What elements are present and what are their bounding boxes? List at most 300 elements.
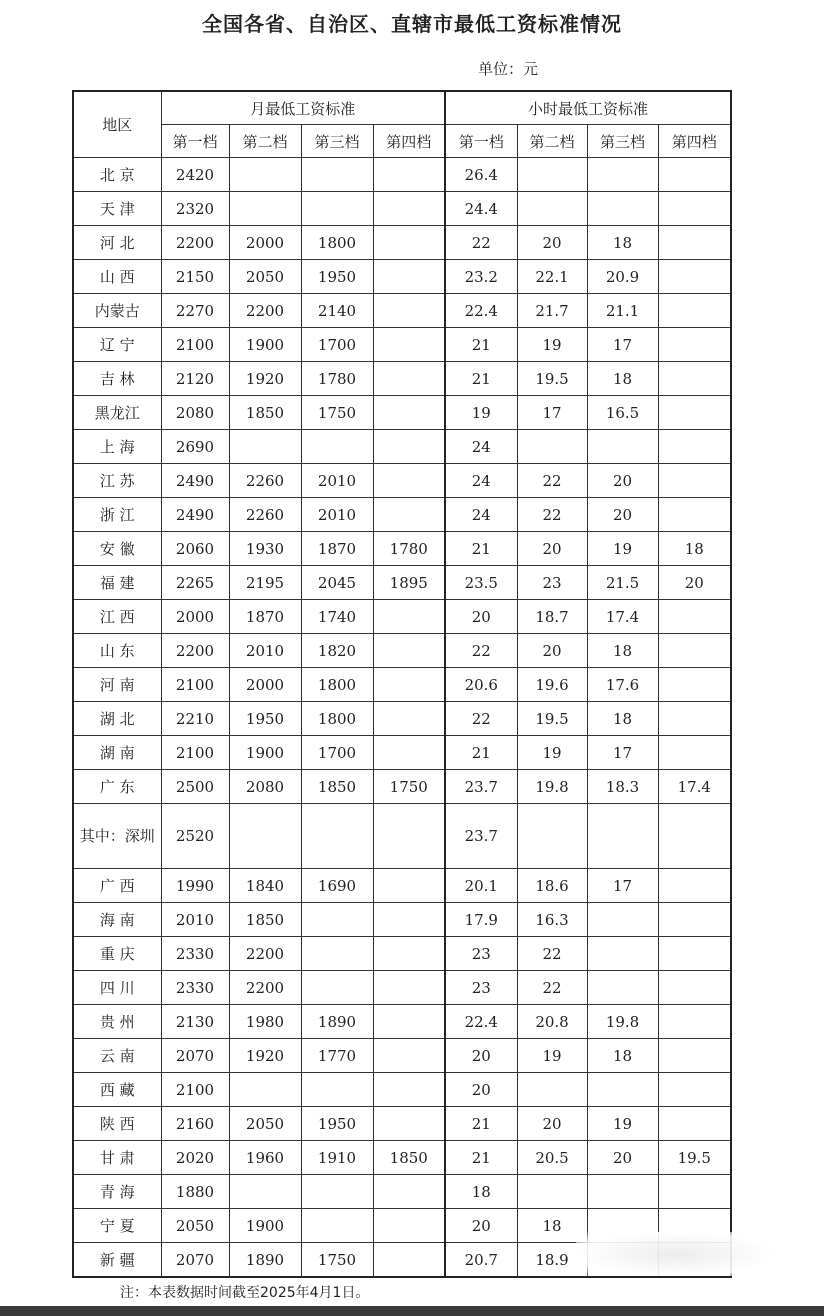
hourly-tier-2-cell: 18.7: [517, 600, 587, 634]
monthly-tier-1-cell: 2160: [161, 1107, 229, 1141]
hourly-tier-4-cell: [658, 362, 731, 396]
monthly-tier-2-cell: 2000: [229, 226, 301, 260]
monthly-tier-4-cell: [373, 1107, 445, 1141]
monthly-tier-2-cell: 1900: [229, 1209, 301, 1243]
hourly-tier-2-cell: 22: [517, 464, 587, 498]
hourly-tier-3-cell: 20: [587, 464, 658, 498]
monthly-tier-2-cell: 2260: [229, 498, 301, 532]
table-row: [73, 869, 731, 903]
hourly-tier-2-cell: 19: [517, 328, 587, 362]
hourly-tier-3-cell: 19: [587, 1107, 658, 1141]
table-row: [73, 770, 731, 804]
hourly-tier-1-cell: 23: [445, 937, 517, 971]
hourly-tier-1-cell: 23: [445, 971, 517, 1005]
hourly-tier-2-cell: 18.9: [517, 1243, 587, 1278]
region-cell: 其中：深圳: [73, 804, 161, 869]
monthly-tier-1-cell: 2200: [161, 634, 229, 668]
table-header-row-1: [73, 91, 731, 125]
monthly-tier-4-cell: [373, 1005, 445, 1039]
table-row: [73, 903, 731, 937]
monthly-tier-3-cell: 2045: [301, 566, 373, 600]
hourly-tier-4-cell: [658, 903, 731, 937]
region-cell: 湖 北: [73, 702, 161, 736]
monthly-tier-4-cell: [373, 600, 445, 634]
hourly-tier-2-cell: 17: [517, 396, 587, 430]
hourly-tier-4-cell: [658, 158, 731, 192]
monthly-tier-2-cell: 1950: [229, 702, 301, 736]
hourly-tier-4-cell: 17.4: [658, 770, 731, 804]
region-cell: 上 海: [73, 430, 161, 464]
table-row: [73, 600, 731, 634]
monthly-tier-3-cell: [301, 804, 373, 869]
monthly-tier-1-cell: 2100: [161, 668, 229, 702]
region-cell: 西 藏: [73, 1073, 161, 1107]
monthly-tier-4-cell: [373, 971, 445, 1005]
monthly-tier-4-cell: [373, 1175, 445, 1209]
monthly-tier-2-cell: 1850: [229, 396, 301, 430]
region-cell: 湖 南: [73, 736, 161, 770]
hourly-tier-2-cell: 22.1: [517, 260, 587, 294]
region-cell: 福 建: [73, 566, 161, 600]
hourly-tier-2-cell: 18.6: [517, 869, 587, 903]
hourly-tier-1-cell: 21: [445, 362, 517, 396]
hourly-tier-1-cell: 21: [445, 328, 517, 362]
hourly-tier-2-cell: 20: [517, 226, 587, 260]
hourly-tier-4-cell: [658, 226, 731, 260]
minimum-wage-table: [72, 90, 732, 1278]
region-cell: 北 京: [73, 158, 161, 192]
monthly-tier-2-cell: 2080: [229, 770, 301, 804]
monthly-tier-2-header: 第二档: [229, 125, 301, 158]
hourly-tier-1-cell: 21: [445, 1107, 517, 1141]
monthly-tier-1-cell: 2150: [161, 260, 229, 294]
monthly-tier-3-cell: [301, 903, 373, 937]
monthly-tier-3-cell: [301, 1073, 373, 1107]
hourly-tier-1-cell: 20.6: [445, 668, 517, 702]
hourly-tier-3-cell: [587, 804, 658, 869]
hourly-tier-1-cell: 22: [445, 702, 517, 736]
hourly-tier-3-cell: 18.3: [587, 770, 658, 804]
monthly-tier-1-cell: 2330: [161, 937, 229, 971]
monthly-tier-4-cell: [373, 430, 445, 464]
monthly-tier-1-header: 第一档: [161, 125, 229, 158]
monthly-tier-3-header: 第三档: [301, 125, 373, 158]
monthly-tier-3-cell: 1750: [301, 1243, 373, 1278]
hourly-tier-1-cell: 20: [445, 600, 517, 634]
region-header: 地区: [73, 91, 161, 158]
table-row: [73, 1039, 731, 1073]
table-row: [73, 804, 731, 869]
monthly-tier-3-cell: 1950: [301, 260, 373, 294]
hourly-tier-3-cell: 17: [587, 736, 658, 770]
hourly-tier-2-cell: [517, 1175, 587, 1209]
hourly-tier-2-cell: 19.8: [517, 770, 587, 804]
monthly-tier-2-cell: [229, 430, 301, 464]
hourly-tier-3-cell: [587, 937, 658, 971]
region-cell: 安 徽: [73, 532, 161, 566]
table-row: [73, 464, 731, 498]
table-row: [73, 226, 731, 260]
hourly-tier-1-cell: 23.5: [445, 566, 517, 600]
hourly-tier-3-cell: [587, 158, 658, 192]
region-cell: 宁 夏: [73, 1209, 161, 1243]
region-cell: 天 津: [73, 192, 161, 226]
hourly-tier-2-cell: 20.8: [517, 1005, 587, 1039]
table-row: [73, 498, 731, 532]
hourly-tier-1-cell: 21: [445, 532, 517, 566]
hourly-tier-1-cell: 20: [445, 1039, 517, 1073]
hourly-tier-3-cell: 17: [587, 869, 658, 903]
monthly-tier-1-cell: 2120: [161, 362, 229, 396]
table-row: [73, 396, 731, 430]
hourly-tier-1-cell: 17.9: [445, 903, 517, 937]
hourly-tier-2-cell: 19.6: [517, 668, 587, 702]
monthly-tier-4-cell: [373, 1039, 445, 1073]
table-row: [73, 668, 731, 702]
hourly-tier-3-cell: [587, 971, 658, 1005]
monthly-tier-4-cell: [373, 1073, 445, 1107]
hourly-tier-2-cell: 20.5: [517, 1141, 587, 1175]
table-row: [73, 362, 731, 396]
hourly-tier-3-cell: 17.4: [587, 600, 658, 634]
hourly-tier-2-cell: [517, 192, 587, 226]
hourly-tier-3-header: 第三档: [587, 125, 658, 158]
monthly-tier-4-cell: [373, 634, 445, 668]
hourly-tier-3-cell: 17.6: [587, 668, 658, 702]
table-row: [73, 1175, 731, 1209]
monthly-tier-1-cell: 2330: [161, 971, 229, 1005]
hourly-tier-4-cell: [658, 430, 731, 464]
hourly-tier-1-cell: 26.4: [445, 158, 517, 192]
hourly-tier-3-cell: 20: [587, 498, 658, 532]
hourly-tier-4-cell: [658, 971, 731, 1005]
hourly-tier-4-cell: [658, 736, 731, 770]
region-cell: 海 南: [73, 903, 161, 937]
hourly-tier-2-cell: [517, 1073, 587, 1107]
monthly-tier-4-cell: [373, 869, 445, 903]
region-cell: 吉 林: [73, 362, 161, 396]
hourly-tier-2-cell: 16.3: [517, 903, 587, 937]
monthly-tier-1-cell: 2520: [161, 804, 229, 869]
hourly-tier-4-cell: [658, 1107, 731, 1141]
table-row: [73, 294, 731, 328]
region-cell: 四 川: [73, 971, 161, 1005]
hourly-tier-1-cell: 23.7: [445, 770, 517, 804]
hourly-tier-2-cell: 22: [517, 971, 587, 1005]
table-row: [73, 430, 731, 464]
monthly-tier-2-cell: 1840: [229, 869, 301, 903]
monthly-tier-3-cell: 1770: [301, 1039, 373, 1073]
hourly-tier-1-cell: 24: [445, 464, 517, 498]
hourly-tier-4-cell: [658, 634, 731, 668]
hourly-tier-4-cell: [658, 668, 731, 702]
hourly-tier-1-cell: 23.2: [445, 260, 517, 294]
hourly-tier-3-cell: 18: [587, 226, 658, 260]
monthly-tier-4-cell: [373, 362, 445, 396]
table-row: [73, 1107, 731, 1141]
table-row: [73, 260, 731, 294]
hourly-tier-3-cell: 20.9: [587, 260, 658, 294]
hourly-tier-1-cell: 23.7: [445, 804, 517, 869]
region-cell: 广 西: [73, 869, 161, 903]
region-cell: 黑龙江: [73, 396, 161, 430]
monthly-tier-3-cell: 2140: [301, 294, 373, 328]
hourly-tier-2-cell: 20: [517, 1107, 587, 1141]
monthly-tier-2-cell: 1870: [229, 600, 301, 634]
monthly-tier-4-cell: 1750: [373, 770, 445, 804]
hourly-tier-1-header: 第一档: [445, 125, 517, 158]
monthly-tier-1-cell: 2020: [161, 1141, 229, 1175]
region-cell: 甘 肃: [73, 1141, 161, 1175]
monthly-tier-1-cell: 2070: [161, 1243, 229, 1278]
hourly-tier-1-cell: 20.7: [445, 1243, 517, 1278]
region-cell: 云 南: [73, 1039, 161, 1073]
hourly-tier-4-cell: [658, 702, 731, 736]
monthly-tier-4-cell: 1850: [373, 1141, 445, 1175]
monthly-tier-4-cell: [373, 1209, 445, 1243]
region-cell: 河 北: [73, 226, 161, 260]
monthly-tier-2-cell: 2050: [229, 1107, 301, 1141]
region-cell: 广 东: [73, 770, 161, 804]
monthly-tier-3-cell: 1890: [301, 1005, 373, 1039]
monthly-tier-3-cell: [301, 192, 373, 226]
table-row: [73, 158, 731, 192]
monthly-tier-2-cell: 2010: [229, 634, 301, 668]
monthly-tier-1-cell: 2420: [161, 158, 229, 192]
hourly-tier-2-cell: 19.5: [517, 362, 587, 396]
hourly-tier-1-cell: 20: [445, 1073, 517, 1107]
monthly-tier-2-cell: 1920: [229, 1039, 301, 1073]
monthly-tier-1-cell: 2265: [161, 566, 229, 600]
monthly-tier-2-cell: 2000: [229, 668, 301, 702]
monthly-tier-3-cell: 1700: [301, 328, 373, 362]
hourly-tier-3-cell: [587, 192, 658, 226]
monthly-tier-3-cell: [301, 971, 373, 1005]
hourly-tier-4-cell: [658, 600, 731, 634]
region-cell: 青 海: [73, 1175, 161, 1209]
hourly-tier-2-cell: 23: [517, 566, 587, 600]
monthly-tier-1-cell: 2320: [161, 192, 229, 226]
hourly-tier-1-cell: 20.1: [445, 869, 517, 903]
monthly-tier-2-cell: 1900: [229, 328, 301, 362]
monthly-tier-2-cell: [229, 158, 301, 192]
monthly-tier-3-cell: 2010: [301, 464, 373, 498]
hourly-tier-2-cell: 19: [517, 1039, 587, 1073]
monthly-tier-2-cell: 1850: [229, 903, 301, 937]
table-row: [73, 566, 731, 600]
monthly-tier-1-cell: 2060: [161, 532, 229, 566]
monthly-tier-2-cell: 2195: [229, 566, 301, 600]
table-row: [73, 702, 731, 736]
hourly-tier-3-cell: 21.1: [587, 294, 658, 328]
hourly-tier-2-cell: 18: [517, 1209, 587, 1243]
table-body: [73, 158, 731, 1278]
hourly-tier-1-cell: 18: [445, 1175, 517, 1209]
monthly-tier-3-cell: 1870: [301, 532, 373, 566]
monthly-tier-1-cell: 2490: [161, 498, 229, 532]
monthly-tier-1-cell: 2000: [161, 600, 229, 634]
monthly-tier-4-cell: [373, 804, 445, 869]
hourly-tier-2-cell: 19: [517, 736, 587, 770]
hourly-tier-2-cell: 19.5: [517, 702, 587, 736]
hourly-tier-4-cell: [658, 260, 731, 294]
hourly-tier-4-cell: 20: [658, 566, 731, 600]
monthly-tier-4-cell: [373, 464, 445, 498]
hourly-tier-4-cell: [658, 328, 731, 362]
monthly-tier-4-cell: [373, 903, 445, 937]
table-row: [73, 192, 731, 226]
monthly-tier-1-cell: 2200: [161, 226, 229, 260]
region-cell: 浙 江: [73, 498, 161, 532]
blurred-area: [576, 1232, 776, 1276]
table-row: [73, 532, 731, 566]
hourly-tier-4-cell: [658, 464, 731, 498]
hourly-tier-4-cell: [658, 1073, 731, 1107]
monthly-tier-4-cell: [373, 736, 445, 770]
table-row: [73, 1005, 731, 1039]
monthly-tier-2-cell: 1920: [229, 362, 301, 396]
monthly-tier-4-cell: [373, 226, 445, 260]
hourly-tier-3-cell: 18: [587, 362, 658, 396]
region-cell: 重 庆: [73, 937, 161, 971]
monthly-tier-4-cell: [373, 260, 445, 294]
monthly-tier-4-cell: 1895: [373, 566, 445, 600]
monthly-tier-2-cell: 1960: [229, 1141, 301, 1175]
monthly-tier-4-cell: [373, 937, 445, 971]
hourly-tier-1-cell: 24: [445, 430, 517, 464]
table-row: [73, 736, 731, 770]
table-row: [73, 1141, 731, 1175]
hourly-tier-3-cell: 20: [587, 1141, 658, 1175]
monthly-tier-3-cell: 1850: [301, 770, 373, 804]
monthly-tier-3-cell: [301, 158, 373, 192]
hourly-tier-4-cell: 19.5: [658, 1141, 731, 1175]
hourly-tier-1-cell: 22.4: [445, 294, 517, 328]
monthly-tier-3-cell: 1800: [301, 702, 373, 736]
monthly-tier-1-cell: 2100: [161, 1073, 229, 1107]
hourly-tier-3-cell: 18: [587, 1039, 658, 1073]
monthly-tier-4-cell: [373, 294, 445, 328]
hourly-tier-4-cell: [658, 498, 731, 532]
hourly-tier-1-cell: 20: [445, 1209, 517, 1243]
monthly-tier-4-cell: [373, 1243, 445, 1278]
monthly-tier-1-cell: 1990: [161, 869, 229, 903]
hourly-tier-3-cell: 18: [587, 634, 658, 668]
monthly-tier-4-cell: [373, 702, 445, 736]
monthly-tier-3-cell: [301, 430, 373, 464]
hourly-tier-1-cell: 22: [445, 634, 517, 668]
monthly-tier-1-cell: 2210: [161, 702, 229, 736]
hourly-tier-1-cell: 19: [445, 396, 517, 430]
hourly-tier-4-cell: [658, 804, 731, 869]
document-title: 全国各省、自治区、直辖市最低工资标准情况: [202, 12, 622, 36]
monthly-tier-1-cell: 2070: [161, 1039, 229, 1073]
region-cell: 山 东: [73, 634, 161, 668]
hourly-tier-4-cell: [658, 869, 731, 903]
monthly-tier-1-cell: 2050: [161, 1209, 229, 1243]
monthly-tier-2-cell: [229, 192, 301, 226]
monthly-tier-4-cell: [373, 158, 445, 192]
monthly-tier-3-cell: 1800: [301, 226, 373, 260]
monthly-tier-1-cell: 1880: [161, 1175, 229, 1209]
monthly-tier-3-cell: 1910: [301, 1141, 373, 1175]
monthly-tier-2-cell: 1980: [229, 1005, 301, 1039]
hourly-tier-3-cell: 19: [587, 532, 658, 566]
table-row: [73, 328, 731, 362]
monthly-tier-1-cell: 2270: [161, 294, 229, 328]
monthly-tier-4-cell: 1780: [373, 532, 445, 566]
monthly-tier-2-cell: 2260: [229, 464, 301, 498]
monthly-tier-1-cell: 2490: [161, 464, 229, 498]
region-cell: 河 南: [73, 668, 161, 702]
monthly-tier-1-cell: 2010: [161, 903, 229, 937]
region-cell: 贵 州: [73, 1005, 161, 1039]
monthly-tier-4-cell: [373, 668, 445, 702]
hourly-tier-2-cell: [517, 158, 587, 192]
hourly-tier-2-cell: 22: [517, 937, 587, 971]
hourly-tier-2-cell: 20: [517, 634, 587, 668]
monthly-tier-3-cell: 1820: [301, 634, 373, 668]
hourly-tier-3-cell: [587, 430, 658, 464]
hourly-tier-1-cell: 21: [445, 736, 517, 770]
hourly-tier-3-cell: [587, 1175, 658, 1209]
monthly-tier-1-cell: 2100: [161, 328, 229, 362]
monthly-tier-1-cell: 2080: [161, 396, 229, 430]
hourly-tier-2-header: 第二档: [517, 125, 587, 158]
monthly-tier-4-cell: [373, 192, 445, 226]
monthly-tier-4-header: 第四档: [373, 125, 445, 158]
monthly-tier-4-cell: [373, 498, 445, 532]
bottom-edge-bar: [0, 1306, 824, 1316]
hourly-tier-3-cell: 18: [587, 702, 658, 736]
footnote: 注：本表数据时间截至2025年4月1日。: [120, 1285, 370, 1301]
hourly-tier-4-header: 第四档: [658, 125, 731, 158]
monthly-tier-4-cell: [373, 396, 445, 430]
monthly-tier-3-cell: [301, 1209, 373, 1243]
region-cell: 江 西: [73, 600, 161, 634]
hourly-tier-4-cell: [658, 396, 731, 430]
hourly-tier-2-cell: [517, 430, 587, 464]
hourly-tier-2-cell: 21.7: [517, 294, 587, 328]
table-row: [73, 971, 731, 1005]
monthly-tier-2-cell: 1930: [229, 532, 301, 566]
hourly-tier-4-cell: 18: [658, 532, 731, 566]
hourly-tier-3-cell: [587, 1073, 658, 1107]
monthly-tier-2-cell: 2050: [229, 260, 301, 294]
table-row: [73, 1073, 731, 1107]
monthly-tier-2-cell: 2200: [229, 294, 301, 328]
unit-label: 单位：元: [478, 60, 539, 78]
hourly-tier-4-cell: [658, 1005, 731, 1039]
region-cell: 山 西: [73, 260, 161, 294]
monthly-tier-3-cell: 1700: [301, 736, 373, 770]
monthly-tier-3-cell: 1740: [301, 600, 373, 634]
region-cell: 江 苏: [73, 464, 161, 498]
table-row: [73, 634, 731, 668]
region-cell: 内蒙古: [73, 294, 161, 328]
monthly-tier-2-cell: 1900: [229, 736, 301, 770]
monthly-tier-2-cell: [229, 1175, 301, 1209]
hourly-tier-3-cell: 19.8: [587, 1005, 658, 1039]
monthly-tier-2-cell: 1890: [229, 1243, 301, 1278]
region-cell: 陕 西: [73, 1107, 161, 1141]
monthly-tier-3-cell: 1690: [301, 869, 373, 903]
monthly-tier-3-cell: [301, 1175, 373, 1209]
hourly-tier-3-cell: 17: [587, 328, 658, 362]
monthly-tier-1-cell: 2690: [161, 430, 229, 464]
hourly-tier-2-cell: 22: [517, 498, 587, 532]
hourly-tier-4-cell: [658, 1175, 731, 1209]
